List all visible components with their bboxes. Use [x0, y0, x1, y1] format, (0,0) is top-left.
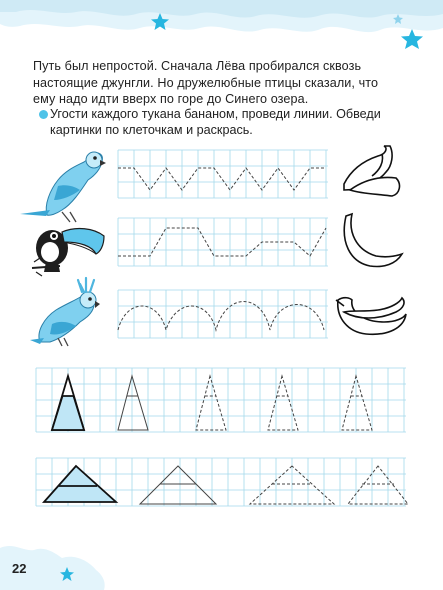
page-number: 22	[12, 561, 27, 576]
grid-triangles	[36, 368, 406, 432]
two-bananas-picture	[336, 298, 406, 335]
intro-line: ему надо идти вверх по горе до Синего озера.	[33, 92, 309, 106]
cockatoo-picture	[30, 278, 100, 346]
intro-line: настоящие джунгли. Но дружелюбные птицы сказали, что	[33, 75, 379, 90]
top-cloud-decoration	[0, 0, 443, 32]
intro-line: Путь был непростой. Сначала Лёва пробирался сквозь	[33, 59, 362, 73]
grid-row-1	[118, 150, 328, 198]
single-banana-picture	[344, 214, 402, 267]
wide-triangle-outline	[140, 466, 216, 504]
intro-paragraph	[33, 58, 413, 108]
grid-row-2	[118, 218, 328, 266]
banana-bunch-picture	[344, 146, 399, 196]
wide-triangle-dashed	[250, 466, 408, 504]
wide-triangle-colored	[44, 466, 116, 502]
blue-parrot-picture	[20, 152, 106, 222]
toucan-picture	[32, 229, 104, 276]
trapezoid-path-2	[118, 228, 326, 256]
zigzag-path-1	[118, 168, 326, 190]
bullet-dot-icon	[39, 110, 48, 119]
task-line: Угости каждого тукана бананом, проведи линии. Обведи	[50, 107, 381, 121]
task-line: картинки по клеточкам и раскрась.	[50, 123, 253, 137]
grid-row-3	[118, 290, 328, 338]
